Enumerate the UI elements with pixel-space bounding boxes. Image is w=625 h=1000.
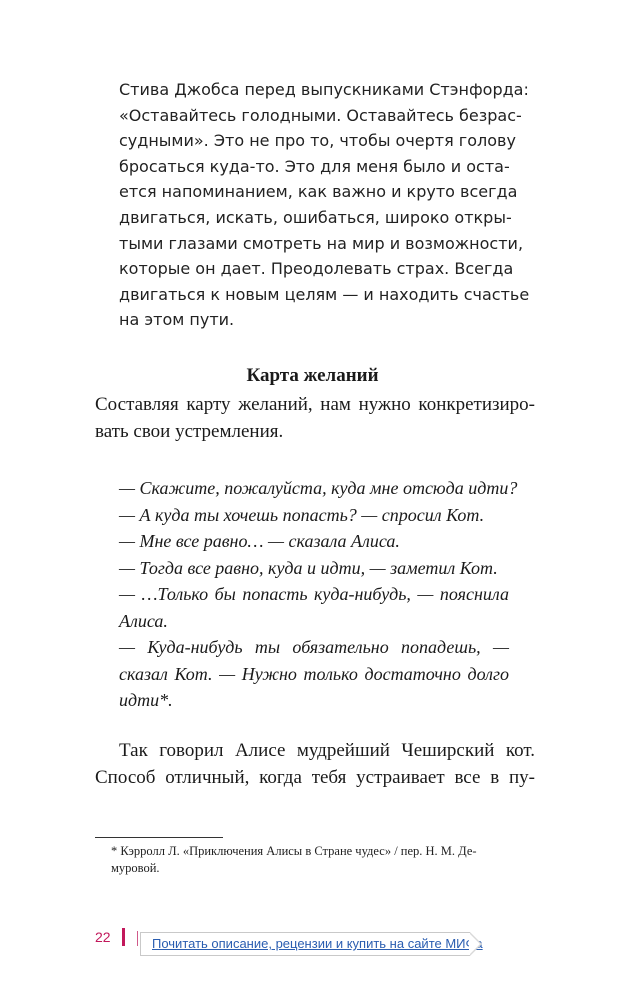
dialogue-quote	[119, 475, 518, 714]
quote-line: тыми глазами смотреть на мир и возможности,	[119, 233, 524, 253]
paragraph-line: Составляя карту желаний, нам нужно конкретизиро-	[95, 394, 535, 415]
quote-line: двигаться, искать, ошибаться, широко откры-	[119, 207, 512, 227]
paragraph-intro	[95, 392, 535, 445]
dialogue-line: идти*.	[119, 690, 173, 710]
paragraph-line: Так говорил Алисе мудрейший Чеширский кот.	[119, 740, 535, 761]
dialogue-line: — Скажите, пожалуйста, куда мне отсюда идти?	[119, 478, 518, 498]
page-number: 22	[95, 929, 111, 945]
quote-line: ется напоминанием, как важно и круто всегда	[119, 182, 518, 202]
section-heading: Карта желаний	[246, 365, 379, 386]
dialogue-line: — А куда ты хочешь попасть? — спросил Кот.	[119, 504, 485, 525]
footnote	[111, 843, 531, 877]
page-number-divider	[122, 928, 125, 946]
dialogue-line: — Мне все равно… — сказала Алиса.	[119, 531, 400, 551]
footnote-line: * Кэрролл Л. «Приключения Алисы в Стране чудес» / пер. Н. М. Де-	[111, 844, 477, 858]
quote-line: «Оставайтесь голодными. Оставайтесь безрас-	[119, 105, 522, 125]
quote-line: Стива Джобса перед выпускниками Стэнфорда:	[119, 80, 529, 99]
quote-line: судными». Это не про то, чтобы очертя голову	[119, 131, 516, 151]
quote-line: которые он дает. Преодолевать страх. Всегда	[119, 259, 514, 279]
footnote-line: муровой.	[111, 861, 160, 875]
quote-block	[119, 77, 530, 333]
paragraph-cheshire	[95, 738, 535, 791]
paragraph-line: Способ отличный, когда тебя устраивает все в пу-	[95, 766, 535, 788]
buy-link[interactable]: Почитать описание, рецензии и купить на сайте МИФа	[152, 936, 483, 951]
dialogue-line: — …Только бы попасть куда-нибудь, — пояснила	[119, 584, 509, 604]
running-header-divider	[137, 931, 138, 946]
banner-arrow	[469, 933, 480, 955]
footnote-divider	[95, 837, 223, 838]
paragraph-line: вать свои устремления.	[95, 420, 284, 442]
dialogue-line: — Куда-нибудь ты обязательно попадешь, —	[119, 637, 509, 657]
quote-line: бросаться куда-то. Это для меня было и оста-	[119, 156, 510, 176]
quote-line: двигаться к новым целям — и находить счастье	[119, 284, 530, 304]
quote-line: на этом пути.	[119, 310, 235, 330]
buy-banner[interactable]	[140, 932, 483, 956]
dialogue-line: — Тогда все равно, куда и идти, — заметил Кот.	[119, 557, 498, 578]
dialogue-line: сказал Кот. — Нужно только достаточно долго	[119, 663, 509, 684]
dialogue-line: Алиса.	[119, 610, 168, 631]
